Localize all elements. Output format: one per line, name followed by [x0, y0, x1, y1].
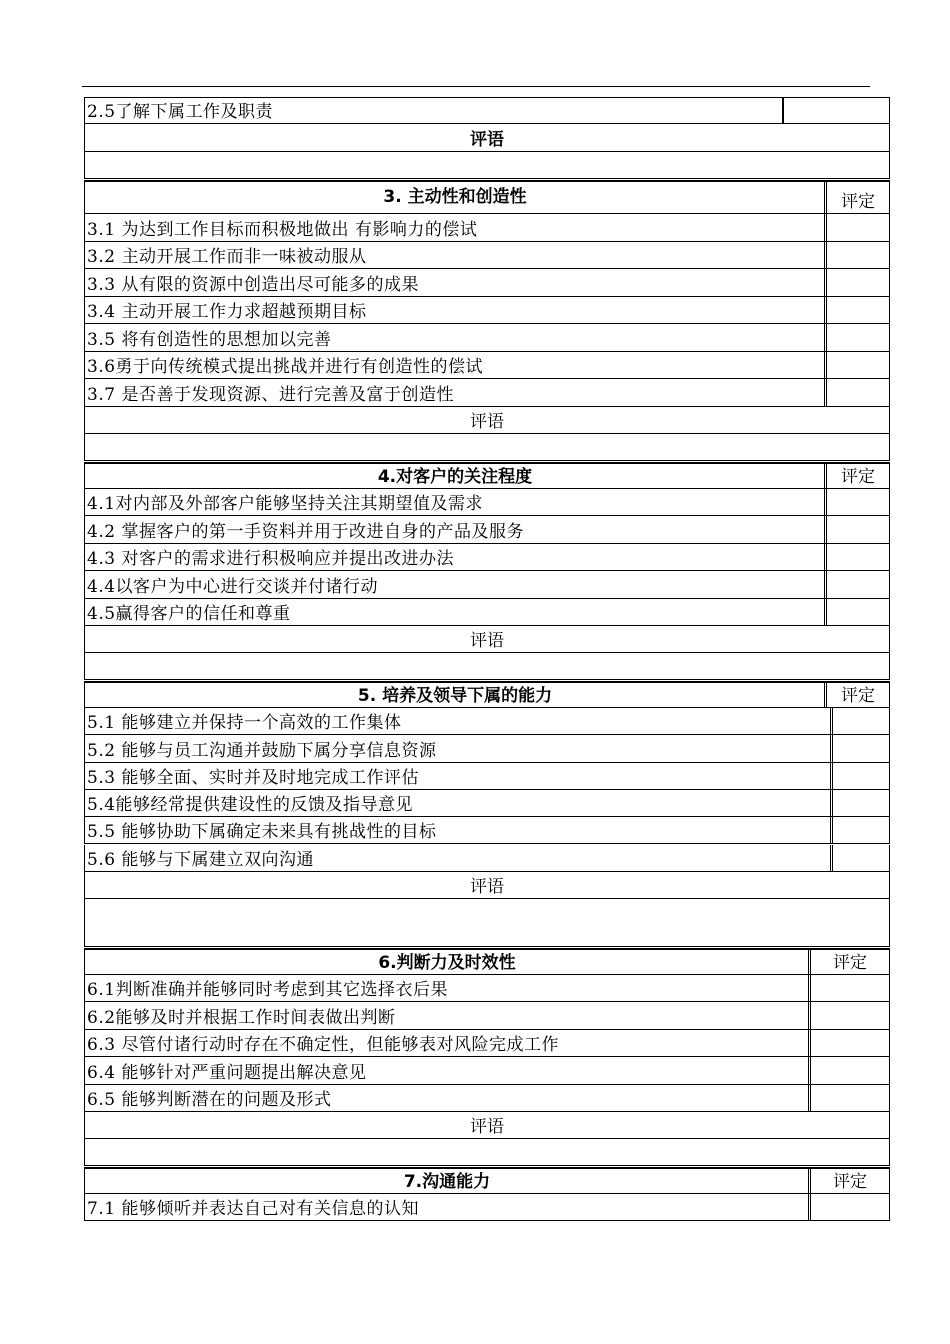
- rating-cell[interactable]: [830, 845, 889, 871]
- comment-label: 评语: [470, 1117, 504, 1137]
- rating-cell[interactable]: [808, 975, 889, 1001]
- s6-comment-row: [84, 1112, 890, 1139]
- rating-cell[interactable]: [830, 735, 889, 761]
- item-text: 6.3 尽管付诸行动时存在不确定性，但能够表对风险完成工作: [87, 1035, 559, 1056]
- s3-item-row: [84, 242, 890, 270]
- item-text: 6.1判断准确并能够同时考虑到其它选择衣后果: [87, 980, 449, 1001]
- comment-label: 评语: [470, 631, 504, 651]
- section-title: 3. 主动性和创造性: [383, 187, 527, 207]
- s5-item-row: [84, 790, 890, 817]
- s6-item-row: [84, 1085, 890, 1112]
- rating-cell[interactable]: [824, 489, 889, 515]
- s5-item-row: [84, 845, 890, 872]
- rating-cell[interactable]: [824, 544, 889, 570]
- s4-item-row: [84, 489, 890, 516]
- item-text: 4.5赢得客户的信任和尊重: [87, 603, 291, 624]
- item-text: 3.5 将有创造性的思想加以完善: [87, 329, 332, 350]
- rating-header: [824, 464, 889, 488]
- comment-label: 评语: [470, 877, 504, 897]
- s2-comment-row: [84, 124, 890, 152]
- rating-cell[interactable]: [824, 242, 889, 269]
- s6-item-row: [84, 1030, 890, 1057]
- item-text: 2.5了解下属工作及职责: [87, 102, 274, 122]
- s3-header: [84, 180, 890, 214]
- item-text: 3.3 从有限的资源中创造出尽可能多的成果: [87, 274, 419, 295]
- section-title: 4.对客户的关注程度: [377, 467, 533, 487]
- item-text: 5.4能够经常提供建设性的反馈及指导意见: [87, 795, 414, 816]
- item-text: 3.7 是否善于发现资源、进行完善及富于创造性: [87, 384, 454, 405]
- s3-item-row: [84, 324, 890, 352]
- item-text: 6.4 能够针对严重问题提出解决意见: [87, 1062, 367, 1083]
- s5-comment-field[interactable]: [84, 899, 890, 947]
- item-text: 3.6勇于向传统模式提出挑战并进行有创造性的偿试: [87, 357, 484, 377]
- s3-comment-row: [84, 407, 890, 434]
- section-title: 6.判断力及时效性: [378, 953, 516, 973]
- rating-cell[interactable]: [824, 324, 889, 351]
- item-text: 3.1 为达到工作目标而积极地做出 有影响力的偿试: [87, 219, 478, 240]
- rating-label: 评定: [841, 192, 875, 212]
- s3-item-row: [84, 379, 890, 407]
- s2-item-row: [84, 97, 890, 124]
- rating-cell[interactable]: [830, 790, 889, 816]
- section-title: 5. 培养及领导下属的能力: [357, 686, 553, 706]
- item-text: 5.1 能够建立并保持一个高效的工作集体: [87, 713, 402, 734]
- s3-item-row: [84, 214, 890, 242]
- s6-item-row: [84, 975, 890, 1002]
- s4-item-row: [84, 599, 890, 626]
- header-rule: [82, 86, 870, 87]
- rating-header: [808, 950, 889, 974]
- rating-cell[interactable]: [808, 1057, 889, 1083]
- rating-label: 评定: [833, 1172, 867, 1192]
- s4-item-row: [84, 544, 890, 571]
- item-text: 4.4以客户为中心进行交谈并付诸行动: [87, 576, 379, 597]
- rating-cell[interactable]: [808, 1194, 889, 1220]
- item-text: 6.5 能够判断潜在的问题及形式: [87, 1089, 332, 1110]
- s4-header: [84, 462, 890, 489]
- s5-item-row: [84, 763, 890, 790]
- s5-comment-row: [84, 872, 890, 899]
- rating-cell[interactable]: [824, 379, 889, 406]
- s7-item-row: [84, 1194, 890, 1221]
- rating-cell[interactable]: [830, 708, 889, 734]
- item-text: 3.4 主动开展工作力求超越预期目标: [87, 302, 367, 322]
- s5-item-row: [84, 708, 890, 735]
- item-text: 4.1对内部及外部客户能够坚持关注其期望值及需求: [87, 494, 484, 515]
- rating-cell[interactable]: [824, 352, 889, 379]
- rating-header: [824, 683, 889, 707]
- rating-cell[interactable]: [824, 599, 889, 625]
- item-text: 4.2 掌握客户的第一手资料并用于改进自身的产品及服务: [87, 521, 524, 542]
- s4-comment-row: [84, 626, 890, 653]
- item-text: 5.6 能够与下属建立双向沟通: [87, 849, 314, 870]
- s6-item-row: [84, 1057, 890, 1084]
- item-text: 7.1 能够倾听并表达自己对有关信息的认知: [87, 1199, 419, 1219]
- rating-cell[interactable]: [824, 214, 889, 241]
- item-text: 5.2 能够与员工沟通并鼓励下属分享信息资源: [87, 740, 437, 761]
- s3-item-row: [84, 269, 890, 297]
- rating-cell[interactable]: [824, 297, 889, 324]
- s4-comment-field[interactable]: [84, 653, 890, 680]
- rating-cell[interactable]: [808, 1085, 889, 1111]
- section-title: 7.沟通能力: [403, 1172, 491, 1192]
- rating-cell[interactable]: [824, 516, 889, 542]
- rating-cell[interactable]: [808, 1030, 889, 1056]
- item-text: 5.5 能够协助下属确定未来具有挑战性的目标: [87, 822, 437, 843]
- s6-item-row: [84, 1002, 890, 1029]
- s3-item-row: [84, 297, 890, 325]
- item-text: 6.2能够及时并根据工作时间表做出判断: [87, 1007, 396, 1028]
- rating-label: 评定: [833, 953, 867, 973]
- rating-label: 评定: [841, 467, 875, 487]
- s5-item-row: [84, 817, 890, 844]
- rating-label: 评定: [841, 686, 875, 706]
- s3-comment-field[interactable]: [84, 434, 890, 461]
- s6-header: [84, 948, 890, 975]
- item-text: 4.3 对客户的需求进行积极响应并提出改进办法: [87, 549, 454, 570]
- s3-item-row: [84, 352, 890, 380]
- rating-cell[interactable]: [808, 1002, 889, 1028]
- comment-label: 评语: [470, 130, 504, 150]
- rating-header: [808, 1169, 889, 1193]
- s5-item-row: [84, 735, 890, 762]
- rating-cell[interactable]: [782, 98, 891, 123]
- rating-cell[interactable]: [824, 571, 889, 597]
- rating-cell[interactable]: [830, 763, 889, 789]
- item-text: 3.2 主动开展工作而非一味被动服从: [87, 247, 367, 267]
- item-text: 5.3 能够全面、实时并及时地完成工作评估: [87, 767, 419, 788]
- s2-comment-field[interactable]: [84, 152, 890, 179]
- s5-header: [84, 681, 890, 708]
- s6-comment-field[interactable]: [84, 1139, 890, 1166]
- comment-label: 评语: [470, 412, 504, 432]
- s4-item-row: [84, 516, 890, 543]
- rating-cell[interactable]: [824, 269, 889, 296]
- rating-cell[interactable]: [830, 817, 889, 843]
- s7-header: [84, 1167, 890, 1194]
- rating-header: [824, 182, 889, 213]
- s4-item-row: [84, 571, 890, 598]
